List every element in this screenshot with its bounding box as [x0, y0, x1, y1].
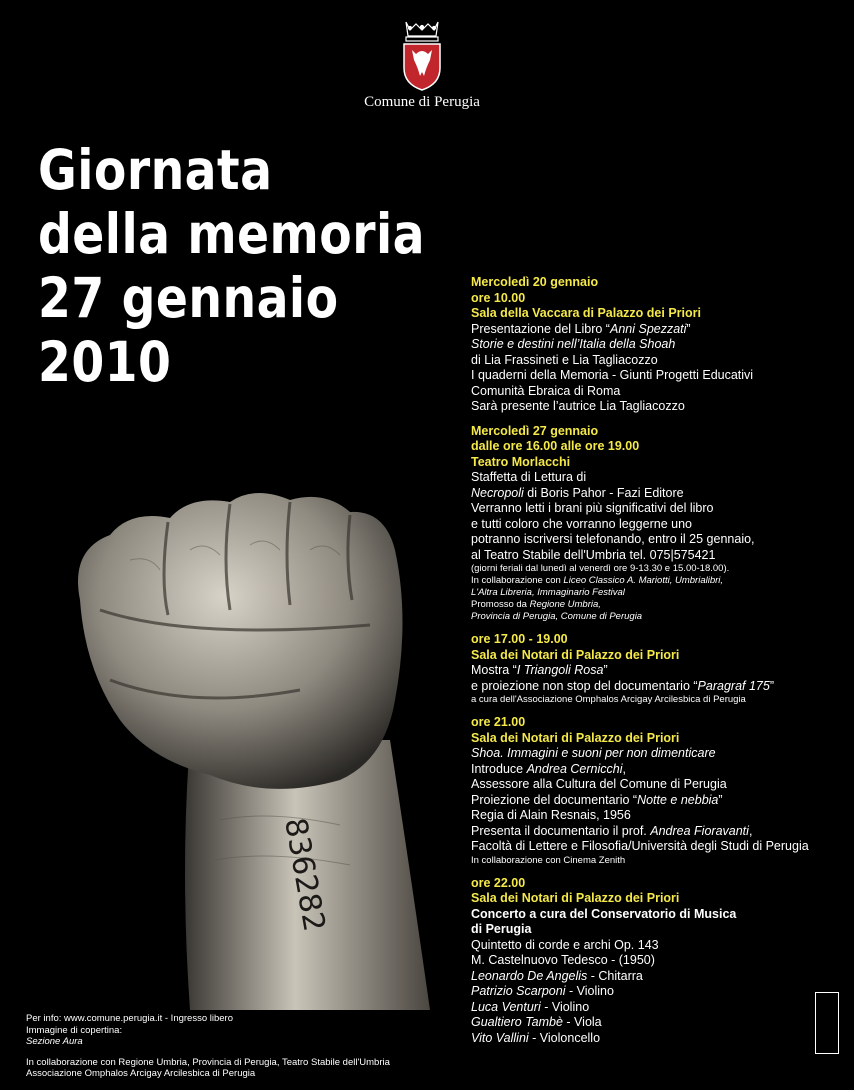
title-line: 27 gennaio	[38, 266, 339, 330]
organization-name: Comune di Perugia	[364, 94, 480, 110]
event-time: ore 17.00 - 19.00	[471, 632, 568, 646]
event-date: Mercoledì 20 gennaio	[471, 275, 599, 289]
event-description: Storie e destini nell’Italia della Shoah	[471, 337, 676, 351]
event-note: Promosso da Regione Umbria,	[471, 599, 601, 610]
event-block	[471, 424, 841, 624]
event-time: dalle ore 16.00 alle ore 19.00	[471, 439, 640, 453]
musician: Vito Vallini - Violoncello	[471, 1030, 601, 1045]
event-description: Introduce Andrea Cernicchi,	[471, 761, 626, 776]
footer-info: Per info: www.comune.perugia.it - Ingresso libero	[26, 1013, 233, 1024]
event-schedule	[471, 275, 841, 1055]
event-description: al Teatro Stabile dell'Umbria tel. 075|575421	[471, 547, 716, 562]
event-block	[471, 275, 841, 415]
event-headline: Concerto a cura del Conservatorio di Musica	[471, 906, 737, 921]
raised-fist-photo	[40, 440, 440, 1010]
title-line: 2010	[38, 330, 172, 394]
event-note: In collaborazione con Cinema Zenith	[471, 854, 626, 866]
event-headline: di Perugia	[471, 922, 532, 936]
event-venue: Sala dei Notari di Palazzo dei Priori	[471, 891, 680, 905]
title-line: della memoria	[38, 202, 425, 266]
event-description: Necropoli di Boris Pahor - Fazi Editore	[471, 485, 684, 500]
event-description: Proiezione del documentario “Notte e nebbia”	[471, 792, 723, 807]
musician: Luca Venturi - Violino	[471, 999, 590, 1014]
event-description: potranno iscriversi telefonando, entro il 25 gennaio,	[471, 532, 755, 546]
event-time: ore 22.00	[471, 875, 526, 890]
event-note: In collaborazione con Liceo Classico A. Mariotti, Umbrialibri,	[471, 575, 724, 586]
perugia-crest-icon	[398, 18, 446, 92]
event-time: ore 10.00	[471, 290, 526, 305]
footer	[26, 1013, 446, 1080]
event-description: Comunità Ebraica di Roma	[471, 383, 621, 398]
event-description: Facoltà di Lettere e Filosofia/Università degli Studi di Perugia	[471, 839, 809, 853]
musician: Leonardo De Angelis - Chitarra	[471, 968, 643, 983]
event-note: L'Altra Libreria, Immaginario Festival	[471, 587, 625, 598]
musician: Patrizio Scarponi - Violino	[471, 984, 614, 998]
event-venue: Teatro Morlacchi	[471, 454, 571, 469]
page-title	[38, 138, 425, 394]
event-note: (giorni feriali dal lunedì al venerdì ore 9-13.30 e 15.00-18.00).	[471, 563, 730, 574]
event-block	[471, 876, 841, 1047]
printer-stamp	[815, 992, 839, 1054]
musician: Gualtiero Tambè - Viola	[471, 1015, 602, 1029]
event-description: Mostra “I Triangoli Rosa”	[471, 663, 608, 677]
event-time: ore 21.00	[471, 715, 526, 729]
event-description: Presentazione del Libro “Anni Spezzati”	[471, 321, 691, 336]
event-description: Assessore alla Cultura del Comune di Perugia	[471, 777, 727, 791]
event-description: Regia di Alain Resnais, 1956	[471, 808, 631, 822]
event-description: Shoa. Immagini e suoni per non dimenticare	[471, 746, 716, 760]
footer-collaboration: Associazione Omphalos Arcigay Arcilesbica di Perugia	[26, 1068, 256, 1079]
event-note: Provincia di Perugia, Comune di Perugia	[471, 611, 643, 622]
event-block	[471, 715, 841, 867]
event-venue: Sala dei Notari di Palazzo dei Priori	[471, 647, 680, 662]
footer-cover-credit: Immagine di copertina: Sezione Aura	[26, 1024, 123, 1047]
footer-collaboration: In collaborazione con Regione Umbria, Provincia di Perugia, Teatro Stabile dell'Umbria	[26, 1056, 390, 1068]
event-description: di Lia Frassineti e Lia Tagliacozzo	[471, 352, 658, 367]
event-note: a cura dell'Associazione Omphalos Arcigay Arcilesbica di Perugia	[471, 694, 746, 705]
event-description: e tutti coloro che vorranno leggerne uno	[471, 516, 692, 531]
event-date: Mercoledì 27 gennaio	[471, 423, 599, 438]
event-block	[471, 632, 841, 706]
event-venue: Sala dei Notari di Palazzo dei Priori	[471, 730, 680, 745]
event-description: M. Castelnuovo Tedesco - (1950)	[471, 953, 655, 967]
event-description: Quintetto di corde e archi Op. 143	[471, 937, 659, 952]
event-description: I quaderni della Memoria - Giunti Progetti Educativi	[471, 368, 754, 382]
event-description: Presenta il documentario il prof. Andrea Fioravanti,	[471, 823, 753, 838]
event-description: Sarà presente l’autrice Lia Tagliacozzo	[471, 399, 685, 413]
title-line: Giornata	[38, 138, 273, 202]
event-description: Verranno letti i brani più significativi del libro	[471, 501, 714, 515]
event-description: Staffetta di Lettura di	[471, 470, 587, 484]
event-venue: Sala della Vaccara di Palazzo dei Priori	[471, 306, 701, 320]
event-description: e proiezione non stop del documentario “Paragraf 175”	[471, 678, 774, 693]
tattoo-number: 836282	[277, 815, 332, 935]
